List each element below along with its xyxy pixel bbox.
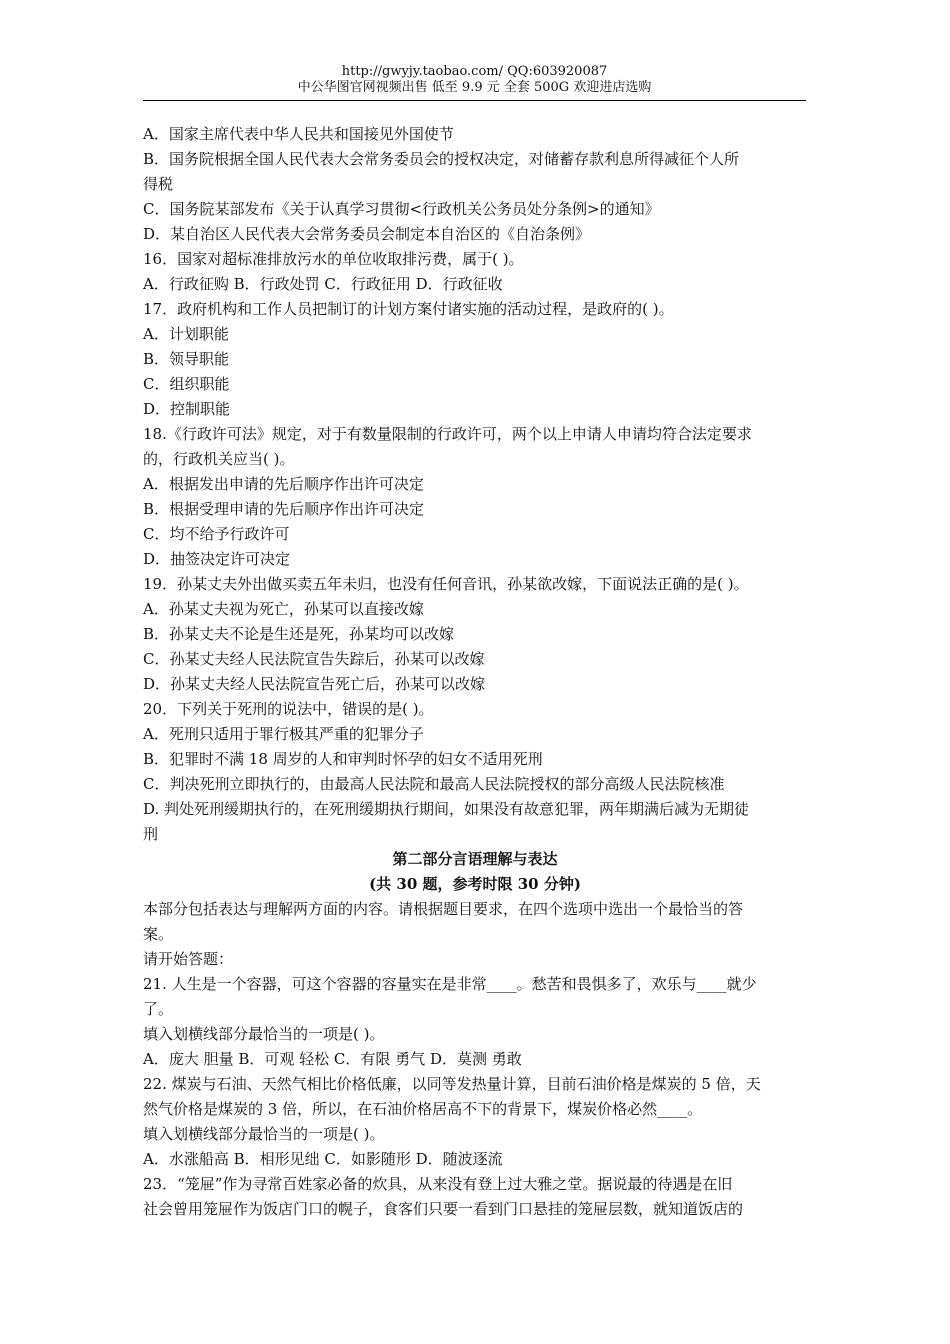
text-line: 请开始答题： [143,950,234,968]
text-line: B．领导职能 [143,350,230,368]
text-line: C．孙某丈夫经人民法院宣告失踪后，孙某可以改嫁 [143,650,485,668]
text-line: 18.《行政许可法》规定，对于有数量限制的行政许可，两个以上申请人申请均符合法定要求 [143,425,752,443]
text-line: 得税 [143,175,174,193]
text-line: A．根据发出申请的先后顺序作出许可决定 [143,475,424,493]
text-line: A．计划职能 [143,325,229,343]
section-title: 第二部分言语理解与表达 [392,850,558,868]
text-line: D. 判处死刑缓期执行的，在死刑缓期执行期间，如果没有故意犯罪，两年期满后减为无期徒 [143,800,750,818]
text-line: 案。 [143,925,174,943]
text-line: C．国务院某部发布《关于认真学习贯彻<行政机关公务员处分条例>的通知》 [143,200,660,218]
text-line: A．水涨船高 B．相形见绌 C．如影随形 D．随波逐流 [143,1150,503,1168]
text-line: A．国家主席代表中华人民共和国接见外国使节 [143,125,454,143]
text-line: 填入划横线部分最恰当的一项是( )。 [143,1025,385,1043]
text-line: D．孙某丈夫经人民法院宣告死亡后，孙某可以改嫁 [143,675,486,693]
text-line: 了。 [143,1000,174,1018]
text-line: B．犯罪时不满 18 周岁的人和审判时怀孕的妇女不适用死刑 [143,750,543,768]
text-line: 社会曾用笼屉作为饭店门口的幌子，食客们只要一看到门口悬挂的笼屉层数，就知道饭店的 [143,1200,744,1218]
text-line: A．死刑只适用于罪行极其严重的犯罪分子 [143,725,424,743]
header-ad-line: 中公华图官网视频出售 低至 9.9 元 全套 500G 欢迎进店选购 [297,80,652,95]
text-line: C．组织职能 [143,375,230,393]
text-line: 20．下列关于死刑的说法中，错误的是( )。 [143,700,434,718]
text-line: 的，行政机关应当( )。 [143,450,295,468]
text-line: B．国务院根据全国人民代表大会常务委员会的授权决定，对储蓄存款利息所得减征个人所 [143,150,740,168]
text-line: 填入划横线部分最恰当的一项是( )。 [143,1125,385,1143]
text-line: 然气价格是煤炭的 3 倍，所以，在石油价格居高不下的背景下，煤炭价格必然____。 [143,1100,703,1118]
text-line: B．根据受理申请的先后顺序作出许可决定 [143,500,425,518]
text-line: 22. 煤炭与石油、天然气相比价格低廉，以同等发热量计算，目前石油价格是煤炭的 5 倍，天 [143,1075,761,1093]
text-line: 21. 人生是一个容器，可这个容器的容量实在是非常____。愁苦和畏惧多了，欢乐与____就少 [143,975,757,993]
text-line: A．庞大 胆量 B．可观 轻松 C．有限 勇气 D．莫测 勇敢 [143,1050,522,1068]
text-line: 16．国家对超标准排放污水的单位收取排污费，属于( )。 [143,250,524,268]
text-line: C．判决死刑立即执行的，由最高人民法院和最高人民法院授权的部分高级人民法院核准 [143,775,725,793]
header-url-line: http://gwyjy.taobao.com/ QQ:603920087 [341,64,608,79]
text-line: 刑 [143,825,159,843]
page-header [143,64,806,96]
text-line: A．孙某丈夫视为死亡，孙某可以直接改嫁 [143,600,424,618]
header-rule [143,100,806,101]
section-subtitle: (共 30 题，参考时限 30 分钟) [369,875,581,893]
text-line: C．均不给予行政许可 [143,525,290,543]
text-line: D．某自治区人民代表大会常务委员会制定本自治区的《自治条例》 [143,225,591,243]
text-line: A．行政征购 B．行政处罚 C．行政征用 D．行政征收 [143,275,503,293]
text-line: D．抽签决定许可决定 [143,550,291,568]
text-line: 23．“笼屉”作为寻常百姓家必备的炊具，从来没有登上过大雅之堂。据说最的待遇是在旧 [143,1175,733,1193]
text-line: B．孙某丈夫不论是生还是死，孙某均可以改嫁 [143,625,455,643]
text-line: 19．孙某丈夫外出做买卖五年未归，也没有任何音讯，孙某欲改嫁，下面说法正确的是( )。 [143,575,749,593]
text-line: 17．政府机构和工作人员把制订的计划方案付诸实施的活动过程，是政府的( )。 [143,300,674,318]
text-line: 本部分包括表达与理解两方面的内容。请根据题目要求，在四个选项中选出一个最恰当的答 [143,900,744,918]
document-body [143,122,807,1222]
text-line: D．控制职能 [143,400,231,418]
